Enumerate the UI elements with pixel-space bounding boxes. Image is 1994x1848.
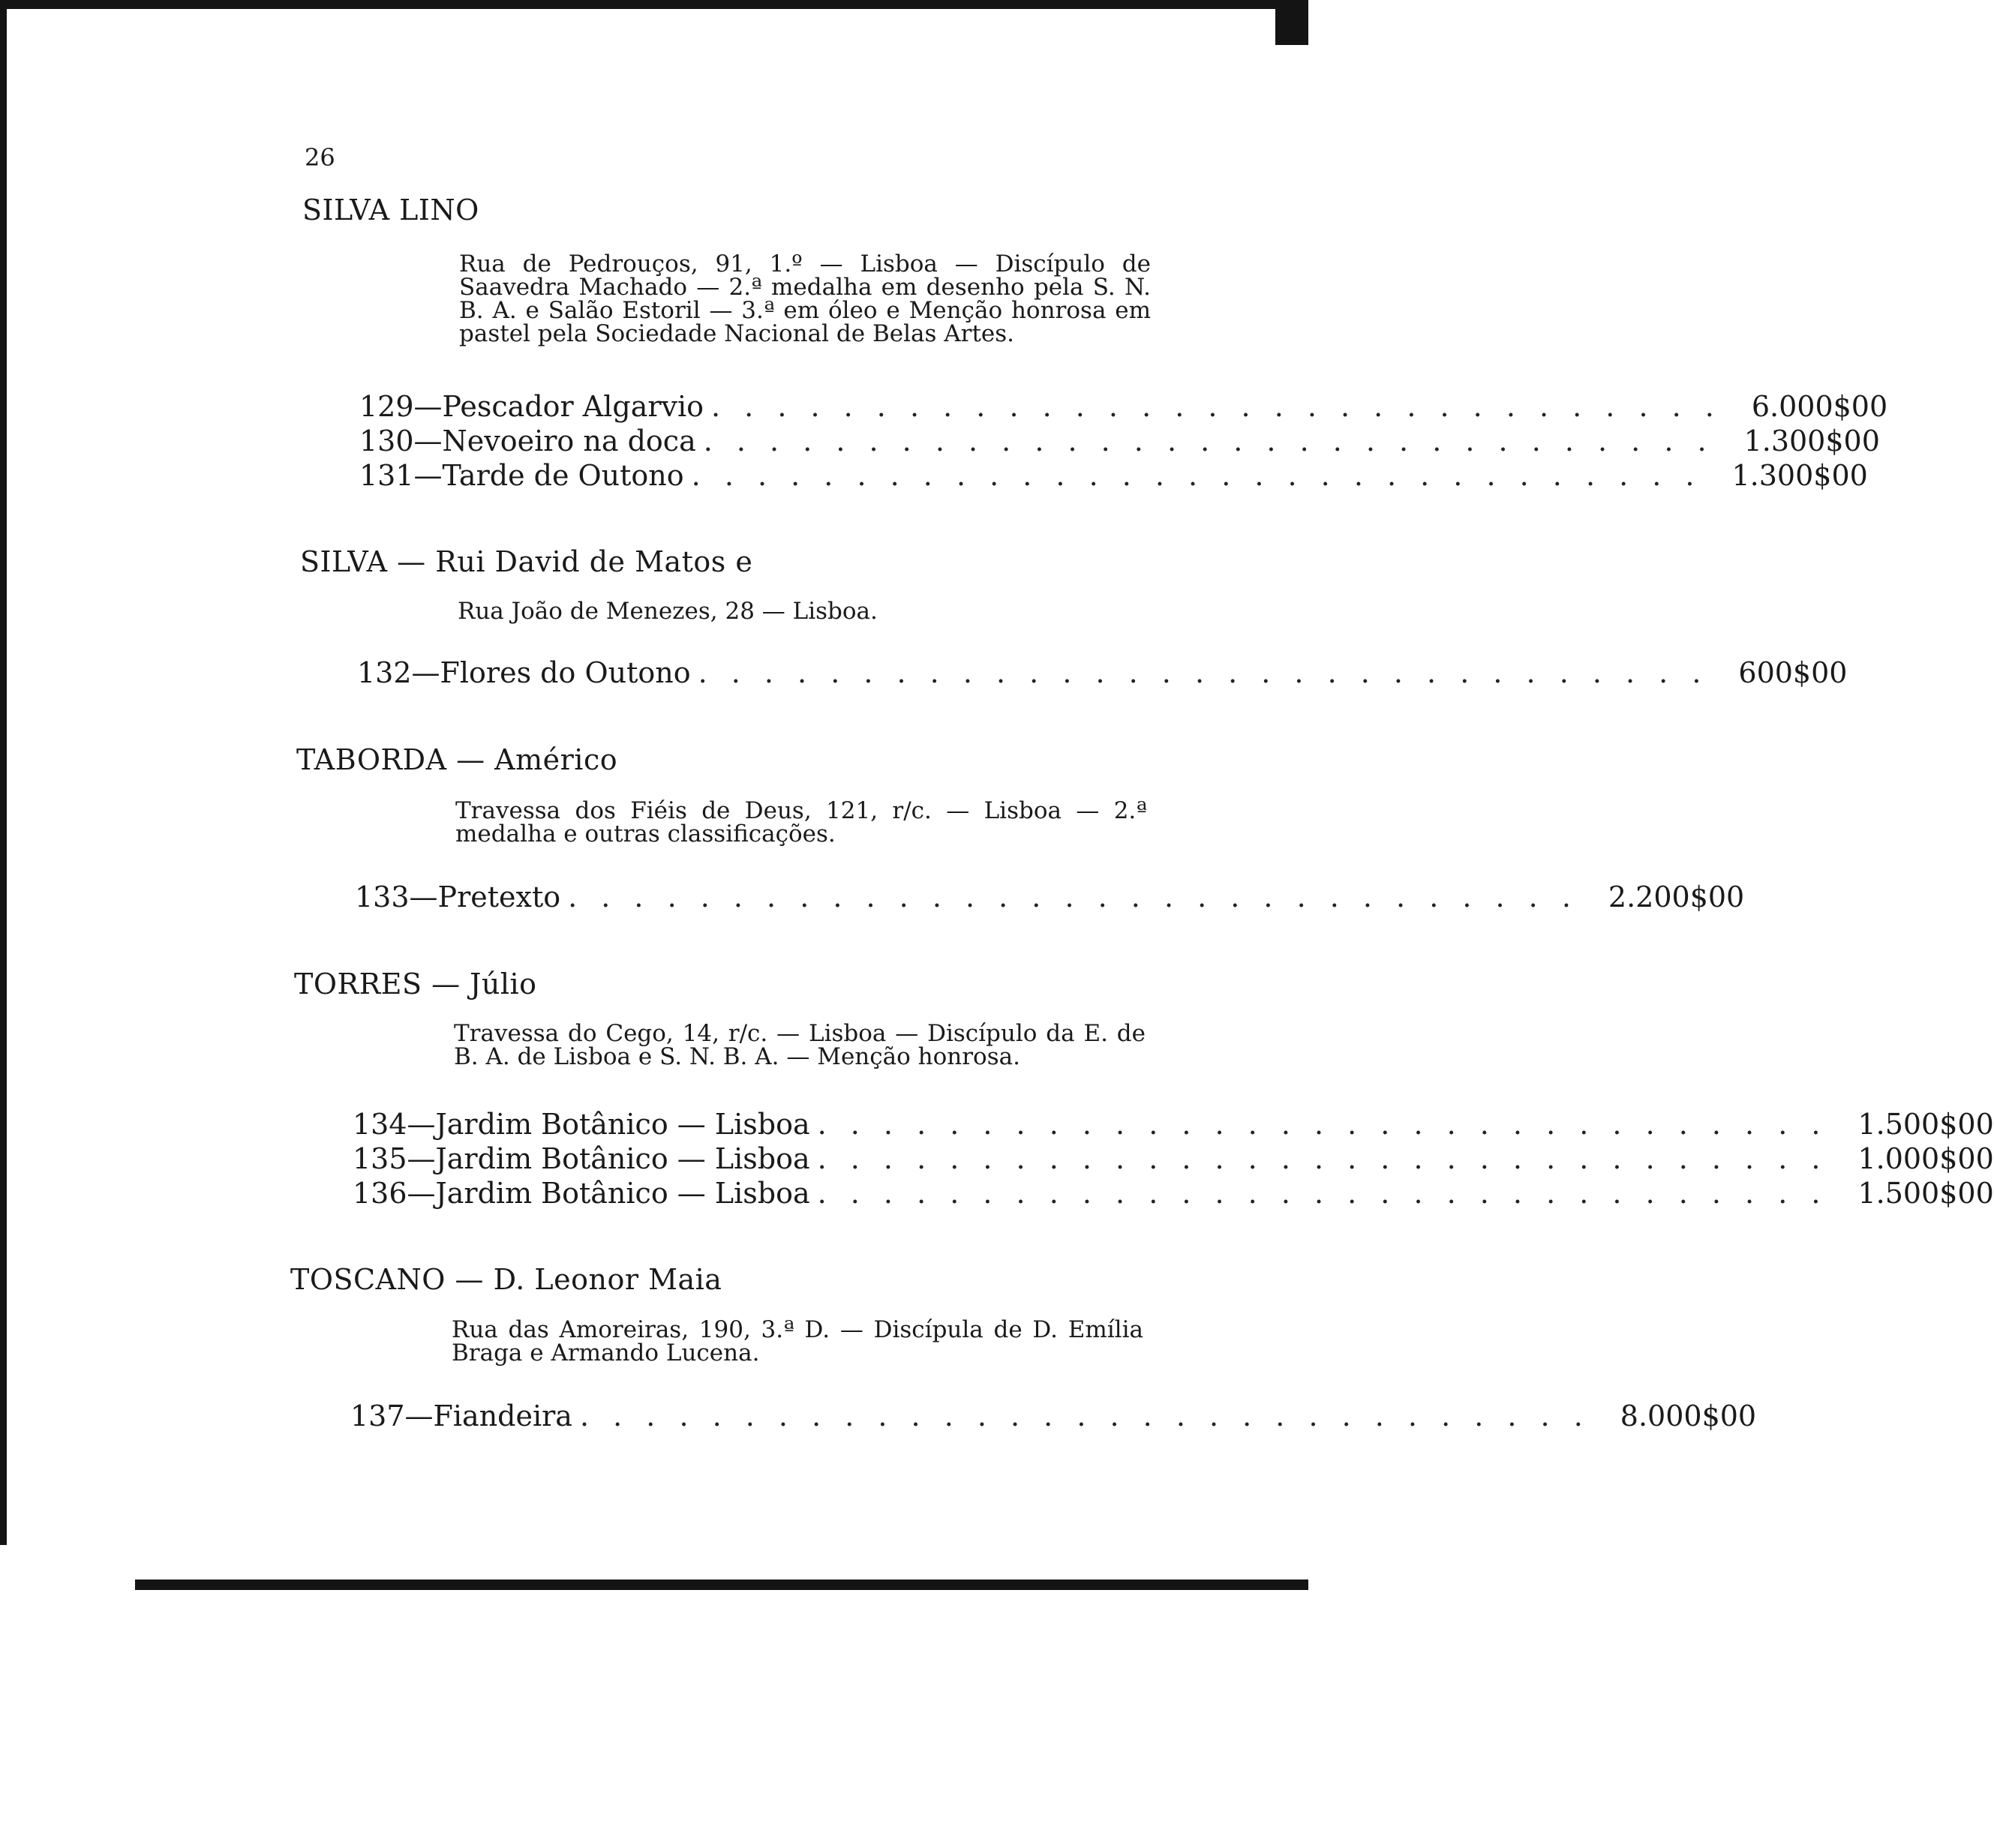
- scan-border-corner: [1275, 0, 1308, 45]
- artist-name: TOSCANO — D. Leonor Maia: [290, 1263, 722, 1296]
- item-price: 2.200$00: [1608, 880, 1745, 914]
- item-price: 1.500$00: [1857, 1177, 1994, 1210]
- leader-dots: . . . . . . . . . . . . . . . . . . . . . . . . . . . . . . .: [698, 656, 1709, 689]
- item-price: 1.500$00: [1857, 1108, 1994, 1141]
- item-separator: —: [411, 656, 440, 689]
- item-price: 1.000$00: [1857, 1142, 1994, 1175]
- artist-bio: Travessa dos Fiéis de Deus, 121, r/c. — Lisboa — 2.ª medalha e outras classificações.: [455, 797, 1147, 848]
- scan-border-top: [0, 0, 1308, 9]
- item-number: 130: [359, 424, 414, 458]
- artist-name: SILVA LINO: [302, 194, 479, 226]
- leader-dots: . . . . . . . . . . . . . . . . . . . . . . . . . . . . . . .: [691, 459, 1702, 492]
- item-title: Jardim Botânico — Lisboa: [435, 1108, 810, 1141]
- item-number: 135: [353, 1142, 407, 1175]
- item-number: 137: [350, 1400, 405, 1432]
- item-title: Tarde de Outono: [442, 459, 684, 492]
- item-title: Fiandeira: [433, 1400, 572, 1432]
- item-price: 1.300$00: [1731, 459, 1868, 492]
- catalog-item: [359, 459, 1868, 494]
- item-separator: —: [407, 1108, 436, 1141]
- item-number: 132: [357, 656, 412, 689]
- leader-dots: . . . . . . . . . . . . . . . . . . . . . . . . . . . . . . .: [579, 1400, 1590, 1432]
- catalog-item: [355, 880, 1745, 915]
- artist-bio: Rua de Pedrouços, 91, 1.º — Lisboa — Discípulo de Saavedra Machado — 2.ª medalha em desenho pela S. N. B. A. e Salão Estoril — 3.ª em óleo e Menção honrosa em pastel pela Sociedade Nacional de Belas Artes.: [459, 250, 1151, 347]
- catalog-item: [350, 1400, 1757, 1434]
- item-price: 1.300$00: [1743, 424, 1880, 458]
- item-price: 600$00: [1738, 656, 1848, 689]
- artist-bio: Rua das Amoreiras, 190, 3.ª D. — Discípula de D. Emília Braga e Armando Lucena.: [452, 1316, 1143, 1366]
- catalog-item: [353, 1142, 1994, 1177]
- item-price: 8.000$00: [1620, 1400, 1757, 1432]
- leader-dots: . . . . . . . . . . . . . . . . . . . . . . . . . . . . . . .: [817, 1142, 1828, 1175]
- item-separator: —: [404, 1400, 434, 1432]
- page-number: 26: [305, 143, 335, 172]
- item-separator: —: [409, 880, 438, 914]
- catalog-item: [359, 390, 1888, 424]
- catalog-item: [359, 424, 1880, 459]
- scan-border-bottom: [135, 1580, 1308, 1590]
- catalog-item: [353, 1177, 1994, 1211]
- item-title: Pretexto: [437, 880, 561, 914]
- artist-bio: Rua João de Menezes, 28 — Lisboa.: [458, 598, 878, 625]
- item-number: 131: [359, 459, 414, 492]
- item-title: Jardim Botânico — Lisboa: [435, 1177, 810, 1210]
- leader-dots: . . . . . . . . . . . . . . . . . . . . . . . . . . . . . . .: [711, 390, 1722, 423]
- leader-dots: . . . . . . . . . . . . . . . . . . . . . . . . . . . . . . .: [817, 1108, 1828, 1141]
- artist-name: TABORDA — Américo: [296, 743, 618, 776]
- item-number: 136: [353, 1177, 407, 1210]
- catalog-item: [357, 656, 1848, 691]
- item-price: 6.000$00: [1751, 390, 1888, 423]
- item-separator: —: [407, 1142, 436, 1175]
- item-title: Nevoeiro na doca: [442, 424, 696, 458]
- scan-border-left: [0, 0, 7, 1545]
- artist-bio: Travessa do Cego, 14, r/c. — Lisboa — Discípulo da E. de B. A. de Lisboa e S. N. B. A. — Menção honrosa.: [454, 1020, 1146, 1070]
- item-separator: —: [407, 1177, 436, 1210]
- artist-name: TORRES — Júlio: [294, 968, 537, 1000]
- item-number: 133: [355, 880, 410, 914]
- item-separator: —: [413, 424, 443, 458]
- item-number: 134: [353, 1108, 407, 1141]
- item-title: Jardim Botânico — Lisboa: [435, 1142, 810, 1175]
- item-separator: —: [413, 390, 443, 423]
- leader-dots: . . . . . . . . . . . . . . . . . . . . . . . . . . . . . . .: [703, 424, 1714, 458]
- item-separator: —: [413, 459, 443, 492]
- leader-dots: . . . . . . . . . . . . . . . . . . . . . . . . . . . . . . .: [817, 1177, 1828, 1210]
- item-title: Flores do Outono: [440, 656, 691, 689]
- leader-dots: . . . . . . . . . . . . . . . . . . . . . . . . . . . . . . .: [568, 880, 1578, 914]
- catalog-item: [353, 1108, 1994, 1142]
- artist-name: SILVA — Rui David de Matos e: [300, 545, 753, 578]
- item-title: Pescador Algarvio: [442, 390, 704, 423]
- item-number: 129: [359, 390, 414, 423]
